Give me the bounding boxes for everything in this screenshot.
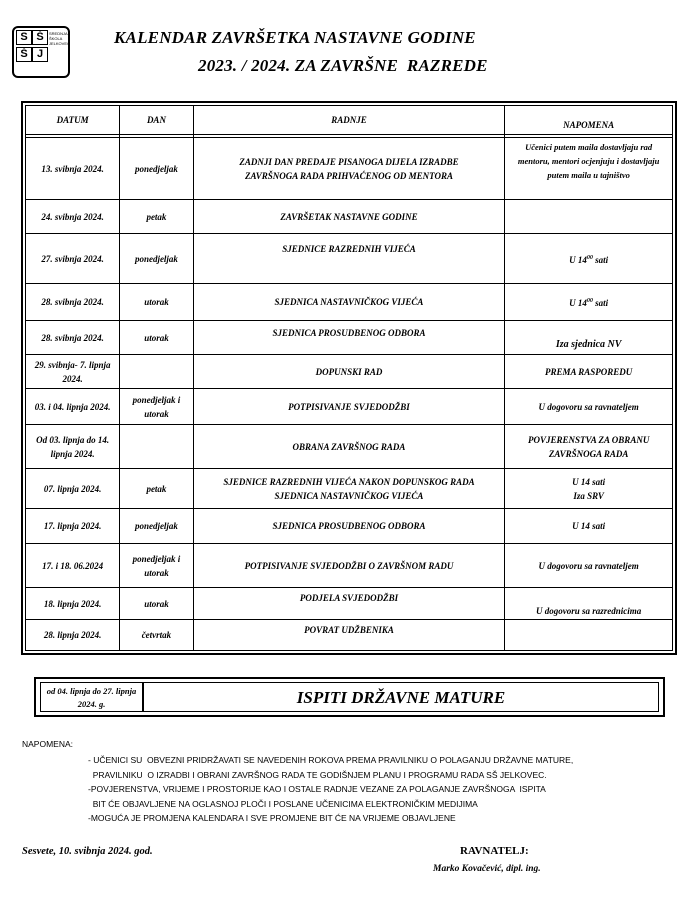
- cell-radnje: POTPISIVANJE SVJEDODŽBI: [193, 389, 505, 425]
- table-row: [26, 138, 673, 200]
- table-row: [26, 321, 673, 355]
- logo-letter: J: [32, 47, 48, 62]
- cell-datum: 03. i 04. lipnja 2024.: [26, 389, 120, 425]
- napomena-line: Iza SRV: [573, 490, 604, 501]
- table-row: [26, 425, 673, 469]
- cell-dan: ponedjeljak: [120, 509, 193, 544]
- cell-datum: 28. svibnja 2024.: [26, 284, 120, 321]
- logo-letter: Š: [16, 47, 32, 62]
- cell-napomena: [505, 200, 673, 234]
- napomena-line: -MOGUĆA JE PROMJENA KALENDARA I SVE PROMJENE BIT ĆE NA VRIJEME OBJAVLJENE: [88, 813, 456, 823]
- table-row: [26, 284, 673, 321]
- table-header-row: [26, 106, 673, 135]
- logo-small-text: SREDNJA ŠKOLA JELKOVEC: [49, 31, 70, 46]
- napomena-line: U 14 sati: [572, 476, 606, 487]
- cell-dan: utorak: [120, 284, 193, 321]
- cell-datum: 28. lipnja 2024.: [26, 620, 120, 651]
- cell-dan: petak: [120, 469, 193, 509]
- table-row: [26, 355, 673, 389]
- cell-datum: 29. svibnja- 7. lipnja 2024.: [26, 355, 120, 389]
- logo-letter: S: [16, 30, 32, 45]
- cell-napomena: U dogovoru sa razrednicima: [505, 588, 673, 620]
- page-subtitle: 2023. / 2024. ZA ZAVRŠNE RAZREDE: [198, 56, 488, 75]
- napomena-time-sup: 00: [586, 298, 593, 304]
- cell-radnje: ZAVRŠETAK NASTAVNE GODINE: [193, 200, 505, 234]
- table-row: [26, 234, 673, 284]
- napomena-line: BIT ĆE OBJAVLJENE NA OGLASNOJ PLOČI I POSLANE UČENICIMA ELEKTRONIČKIM MEDIJIMA: [88, 798, 478, 809]
- napomena-time-sup: 00: [586, 254, 593, 261]
- signatory-role: RAVNATELJ:: [460, 845, 529, 857]
- cell-napomena: U 14 sati: [505, 509, 673, 544]
- table-row: [26, 620, 673, 651]
- cell-dan: ponedjeljak i utorak: [120, 389, 193, 425]
- cell-dan: [120, 355, 193, 389]
- cell-napomena: POVJERENSTVA ZA OBRANU ZAVRŠNOGA RADA: [505, 425, 673, 469]
- cell-dan: [120, 425, 193, 469]
- schedule-table: [25, 105, 673, 651]
- napomena-line: -POVJERENSTVA, VRIJEME I PROSTORIJE KAO I OSTALE RADNJE VEZANE ZA POLAGANJE ZAVRŠNOGA ISPITA: [88, 784, 546, 794]
- matura-date: od 04. lipnja do 27. lipnja 2024. g.: [40, 682, 143, 712]
- matura-box: [34, 677, 665, 717]
- cell-radnje: SJEDNICA PROSUDBENOG ODBORA: [193, 509, 505, 544]
- cell-dan: ponedjeljak: [120, 138, 193, 200]
- napomena-list: [88, 753, 573, 826]
- table-row: [26, 389, 673, 425]
- cell-radnje: SJEDNICA PROSUDBENOG ODBORA: [193, 321, 505, 355]
- header-napomena: NAPOMENA: [505, 106, 673, 135]
- cell-napomena: [505, 620, 673, 651]
- table-row: [26, 544, 673, 588]
- table-row: [26, 200, 673, 234]
- cell-radnje: DOPUNSKI RAD: [193, 355, 505, 389]
- cell-dan: utorak: [120, 588, 193, 620]
- cell-radnje: SJEDNICA NASTAVNIČKOG VIJEĆA: [193, 284, 505, 321]
- cell-radnje: POTPISIVANJE SVJEDODŽBI O ZAVRŠNOM RADU: [193, 544, 505, 588]
- header-datum: DATUM: [26, 106, 120, 135]
- cell-napomena: PREMA RASPOREDU: [505, 355, 673, 389]
- cell-radnje: OBRANA ZAVRŠNOG RADA: [193, 425, 505, 469]
- cell-datum: 13. svibnja 2024.: [26, 138, 120, 200]
- cell-radnje: ZADNJI DAN PREDAJE PISANOGA DIJELA IZRADBE ZAVRŠNOGA RADA PRIHVAĆENOG OD MENTORA: [193, 138, 505, 200]
- header-radnje: RADNJE: [193, 106, 505, 135]
- cell-dan: četvrtak: [120, 620, 193, 651]
- cell-napomena: [505, 234, 673, 284]
- cell-radnje: PODJELA SVJEDODŽBI: [193, 588, 505, 620]
- cell-dan: petak: [120, 200, 193, 234]
- cell-napomena: [505, 469, 673, 509]
- napomena-time-suffix: sati: [592, 298, 609, 308]
- table-row: [26, 509, 673, 544]
- place-date: Sesvete, 10. svibnja 2024. god.: [22, 846, 153, 857]
- napomena-line: - UČENICI SU OBVEZNI PRIDRŽAVATI SE NAVEDENIH ROKOVA PREMA PRAVILNIKU O POLAGANJU DRŽAVNE MATURE,: [88, 755, 574, 765]
- cell-radnje: POVRAT UDŽBENIKA: [193, 620, 505, 651]
- napomena-heading: NAPOMENA:: [22, 739, 74, 749]
- cell-dan: utorak: [120, 321, 193, 355]
- cell-dan: ponedjeljak i utorak: [120, 544, 193, 588]
- cell-napomena: U dogovoru sa ravnateljem: [505, 389, 673, 425]
- page-title: KALENDAR ZAVRŠETKA NASTAVNE GODINE: [114, 28, 476, 47]
- napomena-time: U 14: [569, 298, 587, 308]
- radnje-line: SJEDNICE RAZREDNIH VIJEĆA NAKON DOPUNSKOG RADA: [223, 476, 475, 487]
- cell-dan: ponedjeljak: [120, 234, 193, 284]
- radnje-line: SJEDNICA NASTAVNIČKOG VIJEĆA: [274, 490, 424, 501]
- header-dan: DAN: [120, 106, 193, 135]
- cell-radnje: [193, 469, 505, 509]
- cell-datum: 24. svibnja 2024.: [26, 200, 120, 234]
- matura-title: ISPITI DRŽAVNE MATURE: [143, 682, 659, 712]
- signatory-name: Marko Kovačević, dipl. ing.: [433, 864, 541, 874]
- cell-datum: 17. lipnja 2024.: [26, 509, 120, 544]
- logo-letter: Š: [32, 30, 48, 45]
- cell-datum: 28. svibnja 2024.: [26, 321, 120, 355]
- cell-radnje: SJEDNICE RAZREDNIH VIJEĆA: [193, 234, 505, 284]
- cell-napomena: U dogovoru sa ravnateljem: [505, 544, 673, 588]
- cell-datum: 07. lipnja 2024.: [26, 469, 120, 509]
- cell-napomena: Iza sjednica NV: [505, 321, 673, 355]
- cell-datum: 17. i 18. 06.2024: [26, 544, 120, 588]
- school-logo: [12, 26, 70, 78]
- cell-datum: 18. lipnja 2024.: [26, 588, 120, 620]
- cell-napomena: Učenici putem maila dostavljaju rad mentoru, mentori ocjenjuju i dostavljaju putem maila u tajništvo: [505, 138, 673, 200]
- napomena-time: U 14: [569, 254, 587, 265]
- napomena-time-suffix: sati: [592, 254, 609, 265]
- table-row: [26, 469, 673, 509]
- cell-datum: Od 03. lipnja do 14. lipnja 2024.: [26, 425, 120, 469]
- napomena-line: PRAVILNIKU O IZRADBI I OBRANI ZAVRŠNOG RADA TE GODIŠNJEM PLANU I PROGRAMU RADA SŠ JELKOVEC.: [88, 769, 547, 780]
- table-row: [26, 588, 673, 620]
- cell-napomena: [505, 284, 673, 321]
- cell-datum: 27. svibnja 2024.: [26, 234, 120, 284]
